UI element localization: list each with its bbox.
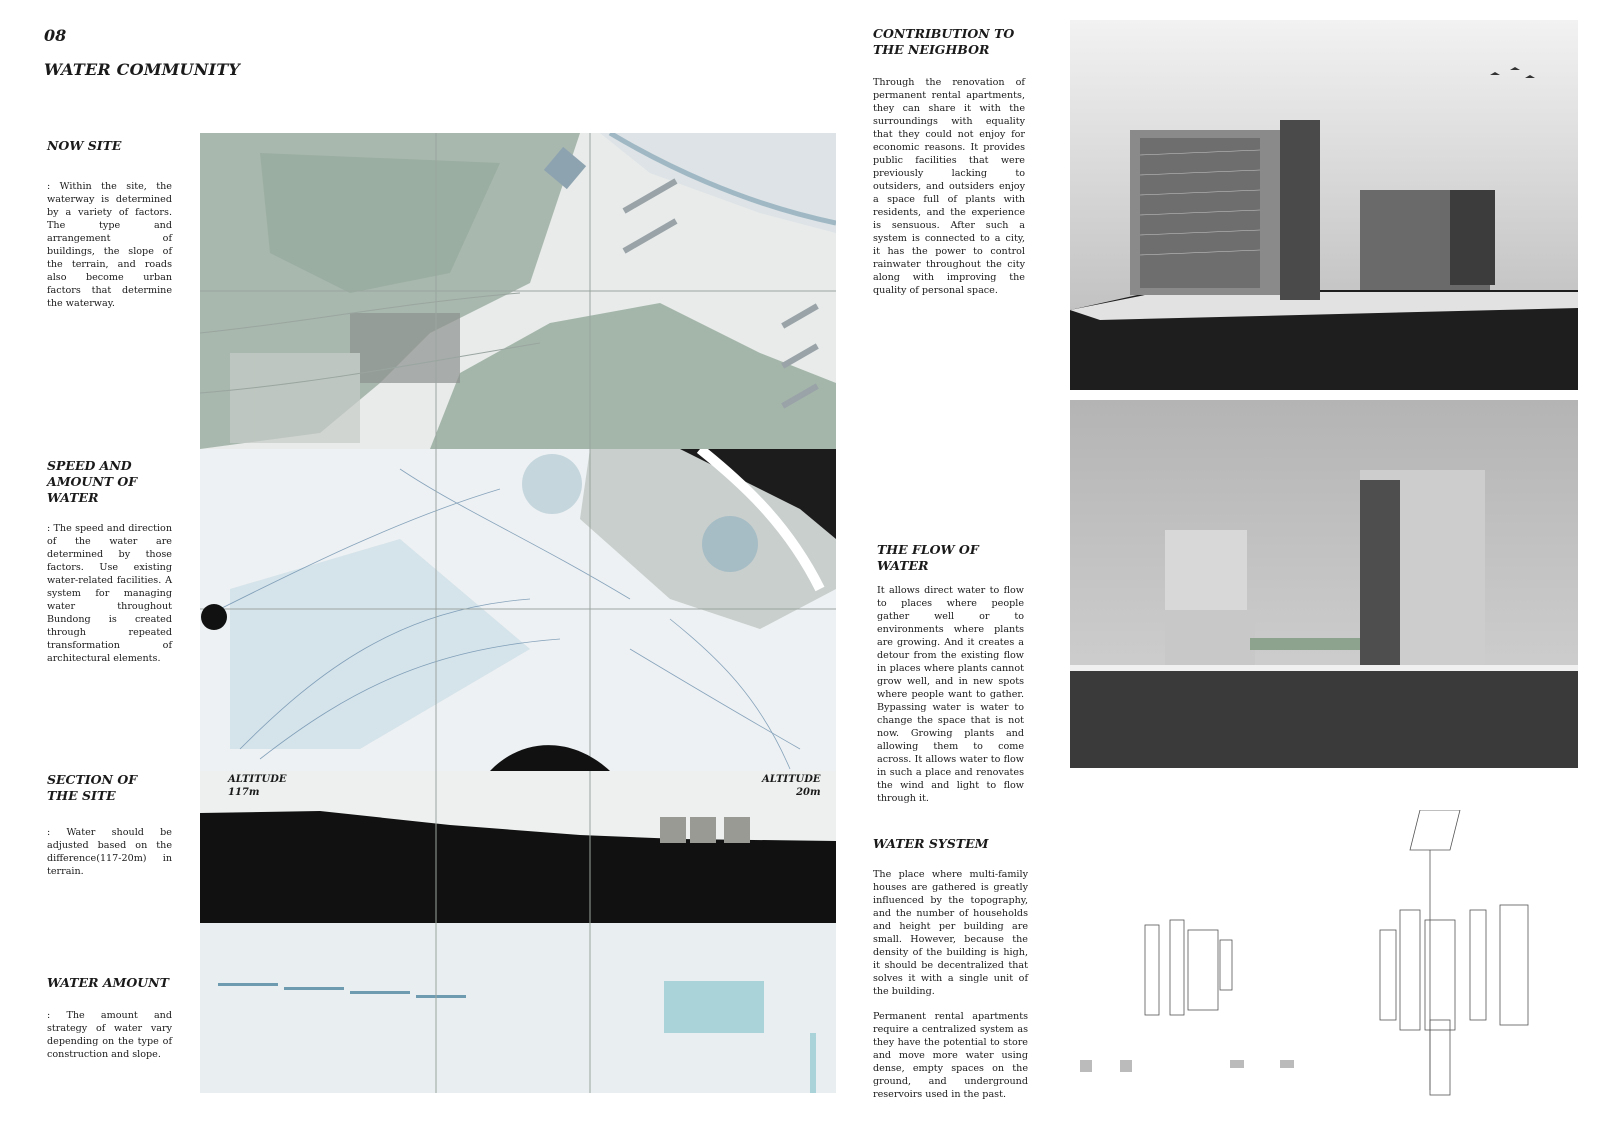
building-render-perspective: [1070, 20, 1578, 390]
section-heading: CONTRIBUTION TO THE NEIGHBOR: [873, 26, 1015, 57]
section-contribution: [873, 26, 1025, 297]
section-heading: SECTION OF THE SITE: [47, 772, 138, 803]
section-heading: NOW SITE: [47, 138, 122, 153]
section-heading: THE FLOW OF WATER: [877, 542, 979, 573]
section-heading: WATER AMOUNT: [47, 975, 169, 990]
section-water-amount: [47, 975, 172, 1061]
section-body: It allows direct water to flow to places where people gather well or to environments where plants are growing. And it creates a detour from the existing flow in places where plants cannot grow well, and in new spots where people want to gather. Bypassing water is water to change the space that is not now. Growing plants and allowing them to come across. It allows water to flow in such a place and renovates the wind and light to flow through it.: [877, 585, 1024, 804]
altitude-right-value: 20m: [796, 787, 821, 798]
section-body: The place where multi-family houses are gathered is greatly influenced by the topography, and the number of households and height per building are small. However, because the density of the building is high, it should be decentralized that solves it with a single unit of the building.: [873, 869, 1028, 997]
section-site-section: [47, 772, 172, 878]
section-body: : The amount and strategy of water vary depending on the type of construction and slope.: [47, 1010, 172, 1060]
section-flow-of-water: [877, 542, 1024, 805]
site-analysis-maps: [200, 133, 836, 1093]
site-section-graphic: [200, 771, 836, 923]
water-system-axonometric: [1080, 810, 1580, 1110]
section-body: Through the renovation of permanent rental apartments, they can share it with the surroundings with equality that they could not enjoy for economic reasons. It provides public facilities that were previously lacking to outsiders, and outsiders enjoy a space full of plants with residents, and the experience is sensuous. After such a system is connected to a city, it has the power to control rainwater throughout the city along with improving the quality of personal space.: [873, 77, 1025, 296]
water-flow-graphic: [200, 449, 836, 771]
render-perspective-svg: [1070, 20, 1578, 390]
section-body: : The speed and direction of the water are determined by those factors. Use existing water-related facilities. A system for managing water throughout Bundong is created through repeated transformation of architectural elements.: [47, 523, 172, 664]
section-body: : Within the site, the waterway is determined by a variety of factors. The type and arrangement of buildings, the slope of the terrain, and roads also become urban factors that determine the waterway.: [47, 181, 172, 309]
water-amount-svg: [200, 923, 836, 1093]
page-number: 08: [44, 26, 67, 45]
altitude-left: [228, 773, 287, 799]
altitude-left-label: ALTITUDE: [228, 774, 287, 785]
render-elevation-svg: [1070, 400, 1578, 768]
page-title: WATER COMMUNITY: [44, 60, 240, 79]
section-speed-amount: [47, 458, 172, 665]
section-body-2: Permanent rental apartments require a centralized system as they have the potential to store and move more water using dense, empty spaces on the ground, and underground reservoirs used in the past.: [873, 1011, 1028, 1100]
altitude-right-label: ALTITUDE: [762, 774, 821, 785]
water-flow-map: [200, 449, 836, 771]
section-water-system: [873, 836, 1028, 1101]
building-render-elevation: [1070, 400, 1578, 768]
section-now-site: [47, 138, 172, 310]
water-amount-graphic: [200, 923, 836, 1093]
axonometric-svg: [1080, 810, 1580, 1110]
altitude-right: [762, 773, 821, 799]
now-site-map-graphic: [200, 133, 836, 449]
section-svg: [200, 771, 836, 923]
section-heading: SPEED AND AMOUNT OF WATER: [47, 458, 138, 505]
now-site-map: [200, 133, 836, 449]
altitude-left-value: 117m: [228, 787, 260, 798]
section-heading: WATER SYSTEM: [873, 836, 989, 851]
section-body: : Water should be adjusted based on the difference(117-20m) in terrain.: [47, 827, 172, 877]
